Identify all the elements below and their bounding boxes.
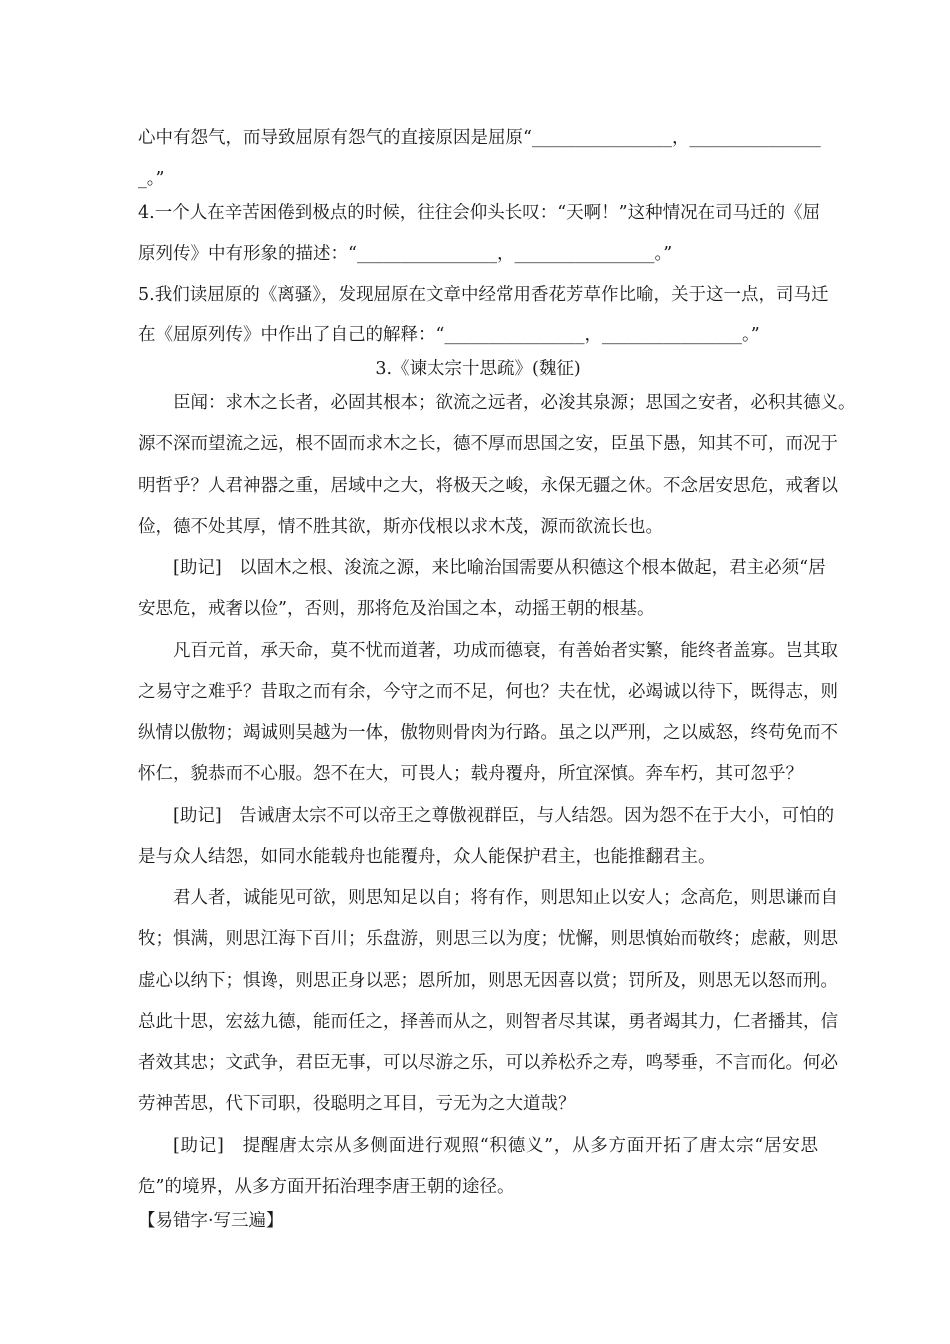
text-line: 总此十思，宏兹九德，能而任之，择善而从之，则智者尽其谋，勇者竭其力，仁者播其，信 bbox=[138, 1012, 838, 1032]
text-line: 者效其忠；文武争，君臣无事，可以尽游之乐，可以养松乔之寿，鸣琴垂，不言而化。何必 bbox=[138, 1053, 838, 1073]
text-line: 俭，德不处其厚，情不胜其欲，斯亦伐根以求木茂，源而欲流长也。 bbox=[138, 517, 663, 537]
text-line: 君人者，诚能见可欲，则思知足以自；将有作，则思知止以安人；念高危，则思谦而自 bbox=[173, 888, 838, 908]
mnemonic-note: [助记] 以固木之根、浚流之源，来比喻治国需要从积德这个根本做起，君主必须“居 bbox=[173, 558, 826, 578]
section-heading: 3.《谏太宗十思疏》(魏征) bbox=[375, 359, 581, 379]
mnemonic-note: [助记] 提醒唐太宗从多侧面进行观照“积德义”，从多方面开拓了唐太宗“居安思 bbox=[173, 1136, 818, 1156]
text-line: 是与众人结怨，如同水能载舟也能覆舟，众人能保护君主，也能推翻君主。 bbox=[138, 847, 716, 867]
text-line: 源不深而望流之远，根不固而求木之长，德不厚而思国之安，臣虽下愚，知其不可，而况于 bbox=[138, 434, 838, 454]
text-line: 劳神苦思，代下司职，役聪明之耳目，亏无为之大道哉？ bbox=[138, 1094, 576, 1114]
text-line: 原列传》中有形象的描述：“________________，________________。” bbox=[138, 244, 673, 264]
mnemonic-note: [助记] 告诫唐太宗不可以帝王之尊傲视群臣，与人结怨。因为怨不在于大小，可怕的 bbox=[173, 806, 835, 826]
text-line: 在《屈原列传》中作出了自己的解释：“________________，________________。” bbox=[138, 325, 760, 345]
text-line: 4.一个人在辛苦困倦到极点的时候，往往会仰头长叹：“天啊！”这种情况在司马迁的《屈 bbox=[138, 203, 821, 223]
text-line: 臣闻：求木之长者，必固其根本；欲流之远者，必浚其泉源；思国之安者，必积其德义。 bbox=[173, 393, 856, 413]
text-line: 明哲乎？人君神器之重，居域中之大，将极天之峻，永保无疆之休。不念居安思危，戒奢以 bbox=[138, 476, 838, 496]
text-line: 怀仁，貌恭而不心服。怨不在大，可畏人；载舟覆舟，所宜深慎。奔车朽，其可忽乎？ bbox=[138, 764, 803, 784]
text-line: 5.我们读屈原的《离骚》，发现屈原在文章中经常用香花芳草作比喻，关于这一点，司马迁 bbox=[138, 285, 829, 305]
text-line: _。” bbox=[138, 169, 165, 189]
text-line: 凡百元首，承天命，莫不忧而道著，功成而德衰，有善始者实繁，能终者盖寡。岂其取 bbox=[173, 641, 838, 661]
text-line: 危”的境界，从多方面开拓治理李唐王朝的途径。 bbox=[138, 1177, 515, 1197]
text-line: 之易守之难乎？昔取之而有余，今守之而不足，何也？夫在忧，必竭诚以待下，既得志，则 bbox=[138, 682, 838, 702]
text-line: 纵情以傲物；竭诚则吴越为一体，傲物则骨肉为行路。虽之以严刑，之以威怒，终苟免而不 bbox=[138, 723, 838, 743]
text-line: 虚心以纳下；惧谗，则思正身以恶；恩所加，则思无因喜以赏；罚所及，则思无以怒而刑。 bbox=[138, 971, 838, 991]
text-line: 心中有怨气，而导致屈原有怨气的直接原因是屈原“________________，_______________ bbox=[138, 128, 821, 148]
text-line: 安思危，戒奢以俭”，否则，那将危及治国之本，动摇王朝的根基。 bbox=[138, 599, 655, 619]
text-line: 牧；惧满，则思江海下百川；乐盘游，则思三以为度；忧懈，则思慎始而敬终；虑蔽，则思 bbox=[138, 929, 838, 949]
section-label: 【易错字·写三遍】 bbox=[138, 1211, 284, 1231]
